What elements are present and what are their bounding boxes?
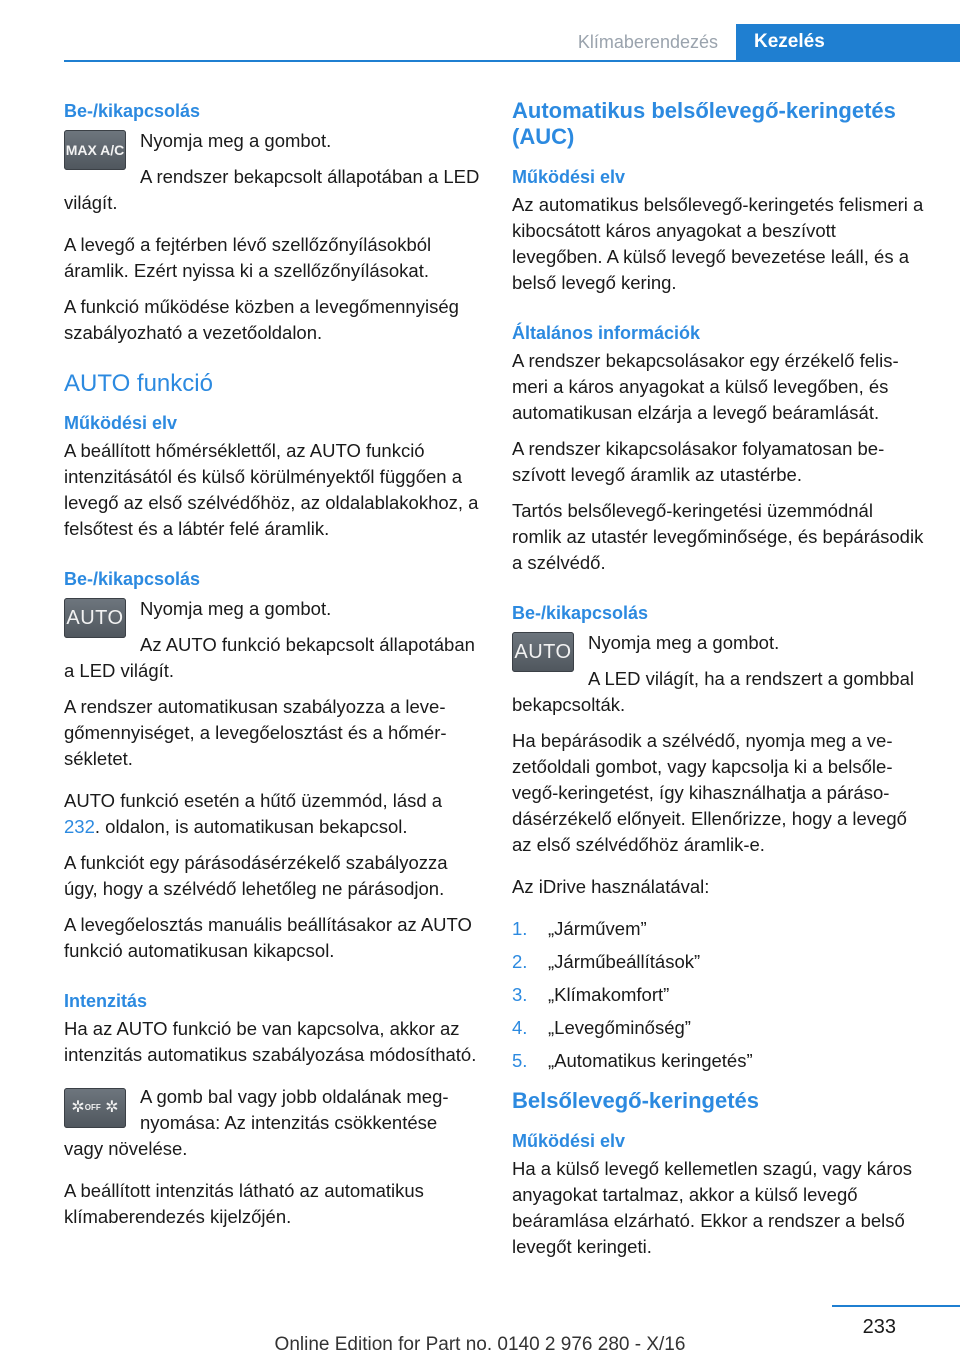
paragraph: A beállított hőmérséklettől, az AUTO funkció intenzitásától és külső körülményektől függően a levegő az első szélvédőhöz, az oldalablakokhoz, a felsőtest és a lábtér felé áramlik. (64, 440, 479, 539)
heading-on-off-2: Be-/kikapcsolás (64, 569, 201, 589)
paragraph: Az AUTO funkció bekapcsolt állapotában a LED világít. (64, 634, 475, 681)
fan-icon: ✲ (105, 1099, 119, 1117)
paragraph: Az automatikus belsőlevegő-keringetés felismeri a kibocsátott káros anyagokat a beszívott levegőben. A külső levegő bevezetése leáll, és a belső levegő kering. (512, 194, 924, 293)
footer-rule (832, 1305, 960, 1307)
heading-working-principle: Működési elv (512, 1131, 626, 1151)
heading-general-info: Általános információk (512, 323, 701, 343)
paragraph: A levegő a fejtérben lévő szellőzőnyílásokból áramlik. Ezért nyissa ki a szellőzőnyílásokat. (64, 234, 432, 281)
paragraph: A rendszer automatikusan szabályozza a levegőmennyiséget, a levegőelosztást és a hőmérsékletet. (64, 696, 447, 769)
paragraph: A levegőelosztás manuális beállításakor az AUTO funkció automatikusan kikapcsol. (64, 914, 472, 961)
auc-button-icon: AUTO (512, 632, 574, 672)
list-item: 2. „Járműbeállítások” (512, 951, 701, 972)
idrive-steps-list (512, 916, 926, 1074)
list-item: 4. „Levegőminőség” (512, 1017, 691, 1038)
heading-intensity: Intenzitás (64, 991, 148, 1011)
paragraph: A funkció működése közben a levegőmennyiség szabályozható a vezetőoldalon. (64, 296, 459, 343)
heading-recirculation: Belsőlevegő-keringetés (512, 1088, 759, 1113)
paragraph: Ha a külső levegő kellemetlen szagú, vagy káros anyagokat tartalmaz, akkor a külső levegő beáramlása elzárható. Ekkor a rendszer a belső levegőt keringeti. (512, 1158, 913, 1257)
paragraph: A funkciót egy párásodásérzékelő szabályozza úgy, hogy a szélvédő lehetőleg ne párásodjon. (64, 852, 448, 899)
paragraph: A rendszer bekapcsolt állapotában a LED világít. (64, 166, 480, 213)
page-reference-link[interactable]: 232 (64, 816, 95, 837)
fan-icon: ✲ (71, 1099, 85, 1117)
heading-auto-function: AUTO funkció (64, 370, 213, 397)
paragraph: Nyomja meg a gombot. (140, 130, 332, 151)
right-column (512, 98, 926, 1270)
footer-edition: Online Edition for Part no. 0140 2 976 280 - X/16 (274, 1334, 686, 1355)
paragraph: AUTO funkció esetén a hűtő üzemmód, lásd a 232. oldalon, is automatikusan bekapcsol. (64, 790, 443, 837)
paragraph: A beállított intenzitás látható az automatikus klímaberendezés kijelzőjén. (64, 1180, 424, 1227)
fan-intensity-button-icon: ✲OFF ✲ (64, 1088, 126, 1128)
paragraph: A gomb bal vagy jobb oldalának megnyomása: Az intenzitás csökkentése vagy növelése. (64, 1086, 449, 1159)
paragraph: Tartós belsőlevegő-keringetési üzemmódnál romlik az utastér levegőminősége, és bepárásodik a szélvédő. (512, 500, 924, 573)
paragraph: Ha az AUTO funkció be van kapcsolva, akkor az intenzitás automatikus szabályozása módosítható. (64, 1018, 477, 1065)
heading-on-off-1: Be-/kikapcsolás (64, 101, 201, 121)
paragraph: Az iDrive használatával: (512, 876, 710, 897)
paragraph: Ha bepárásodik a szélvédő, nyomja meg a vezetőoldali gombot, vagy kapcsolja ki a belsőlevegő-keringetést, így kihasználhatja a párásodásérzékelő előnyeit. Ellenőrizze, hogy a levegő az első szélvédőhöz áramlik-e. (512, 730, 907, 855)
header-chapter-tab: Kezelés (736, 24, 960, 62)
max-ac-button-icon: MAX A/C (64, 130, 126, 170)
paragraph: Nyomja meg a gombot. (140, 598, 332, 619)
left-column (64, 98, 480, 1240)
paragraph: Nyomja meg a gombot. (588, 632, 780, 653)
heading-working-principle: Működési elv (512, 167, 626, 187)
paragraph: A rendszer bekapcsolásakor egy érzékelő felismeri a káros anyagokat a külső levegőben, és automatikusan elzárja a levegő beáramlását. (512, 350, 899, 423)
header-section-title: Klímaberendezés (577, 32, 718, 52)
list-item: 5. „Automatikus keringetés” (512, 1050, 753, 1071)
heading-working-principle: Működési elv (64, 413, 178, 433)
auto-button-icon: AUTO (64, 598, 126, 638)
header-rule (64, 60, 960, 62)
list-item: 3. „Klímakomfort” (512, 984, 670, 1005)
paragraph: A LED világít, ha a rendszert a gombbal bekapcsolták. (512, 668, 914, 715)
page-number: 233 (862, 1316, 896, 1338)
paragraph: A rendszer kikapcsolásakor folyamatosan beszívott levegő áramlik az utastérbe. (512, 438, 885, 485)
heading-on-off-3: Be-/kikapcsolás (512, 603, 649, 623)
heading-auc: Automatikus belsőlevegő-keringetés (AUC) (512, 98, 896, 149)
list-item: 1. „Járművem” (512, 918, 647, 939)
